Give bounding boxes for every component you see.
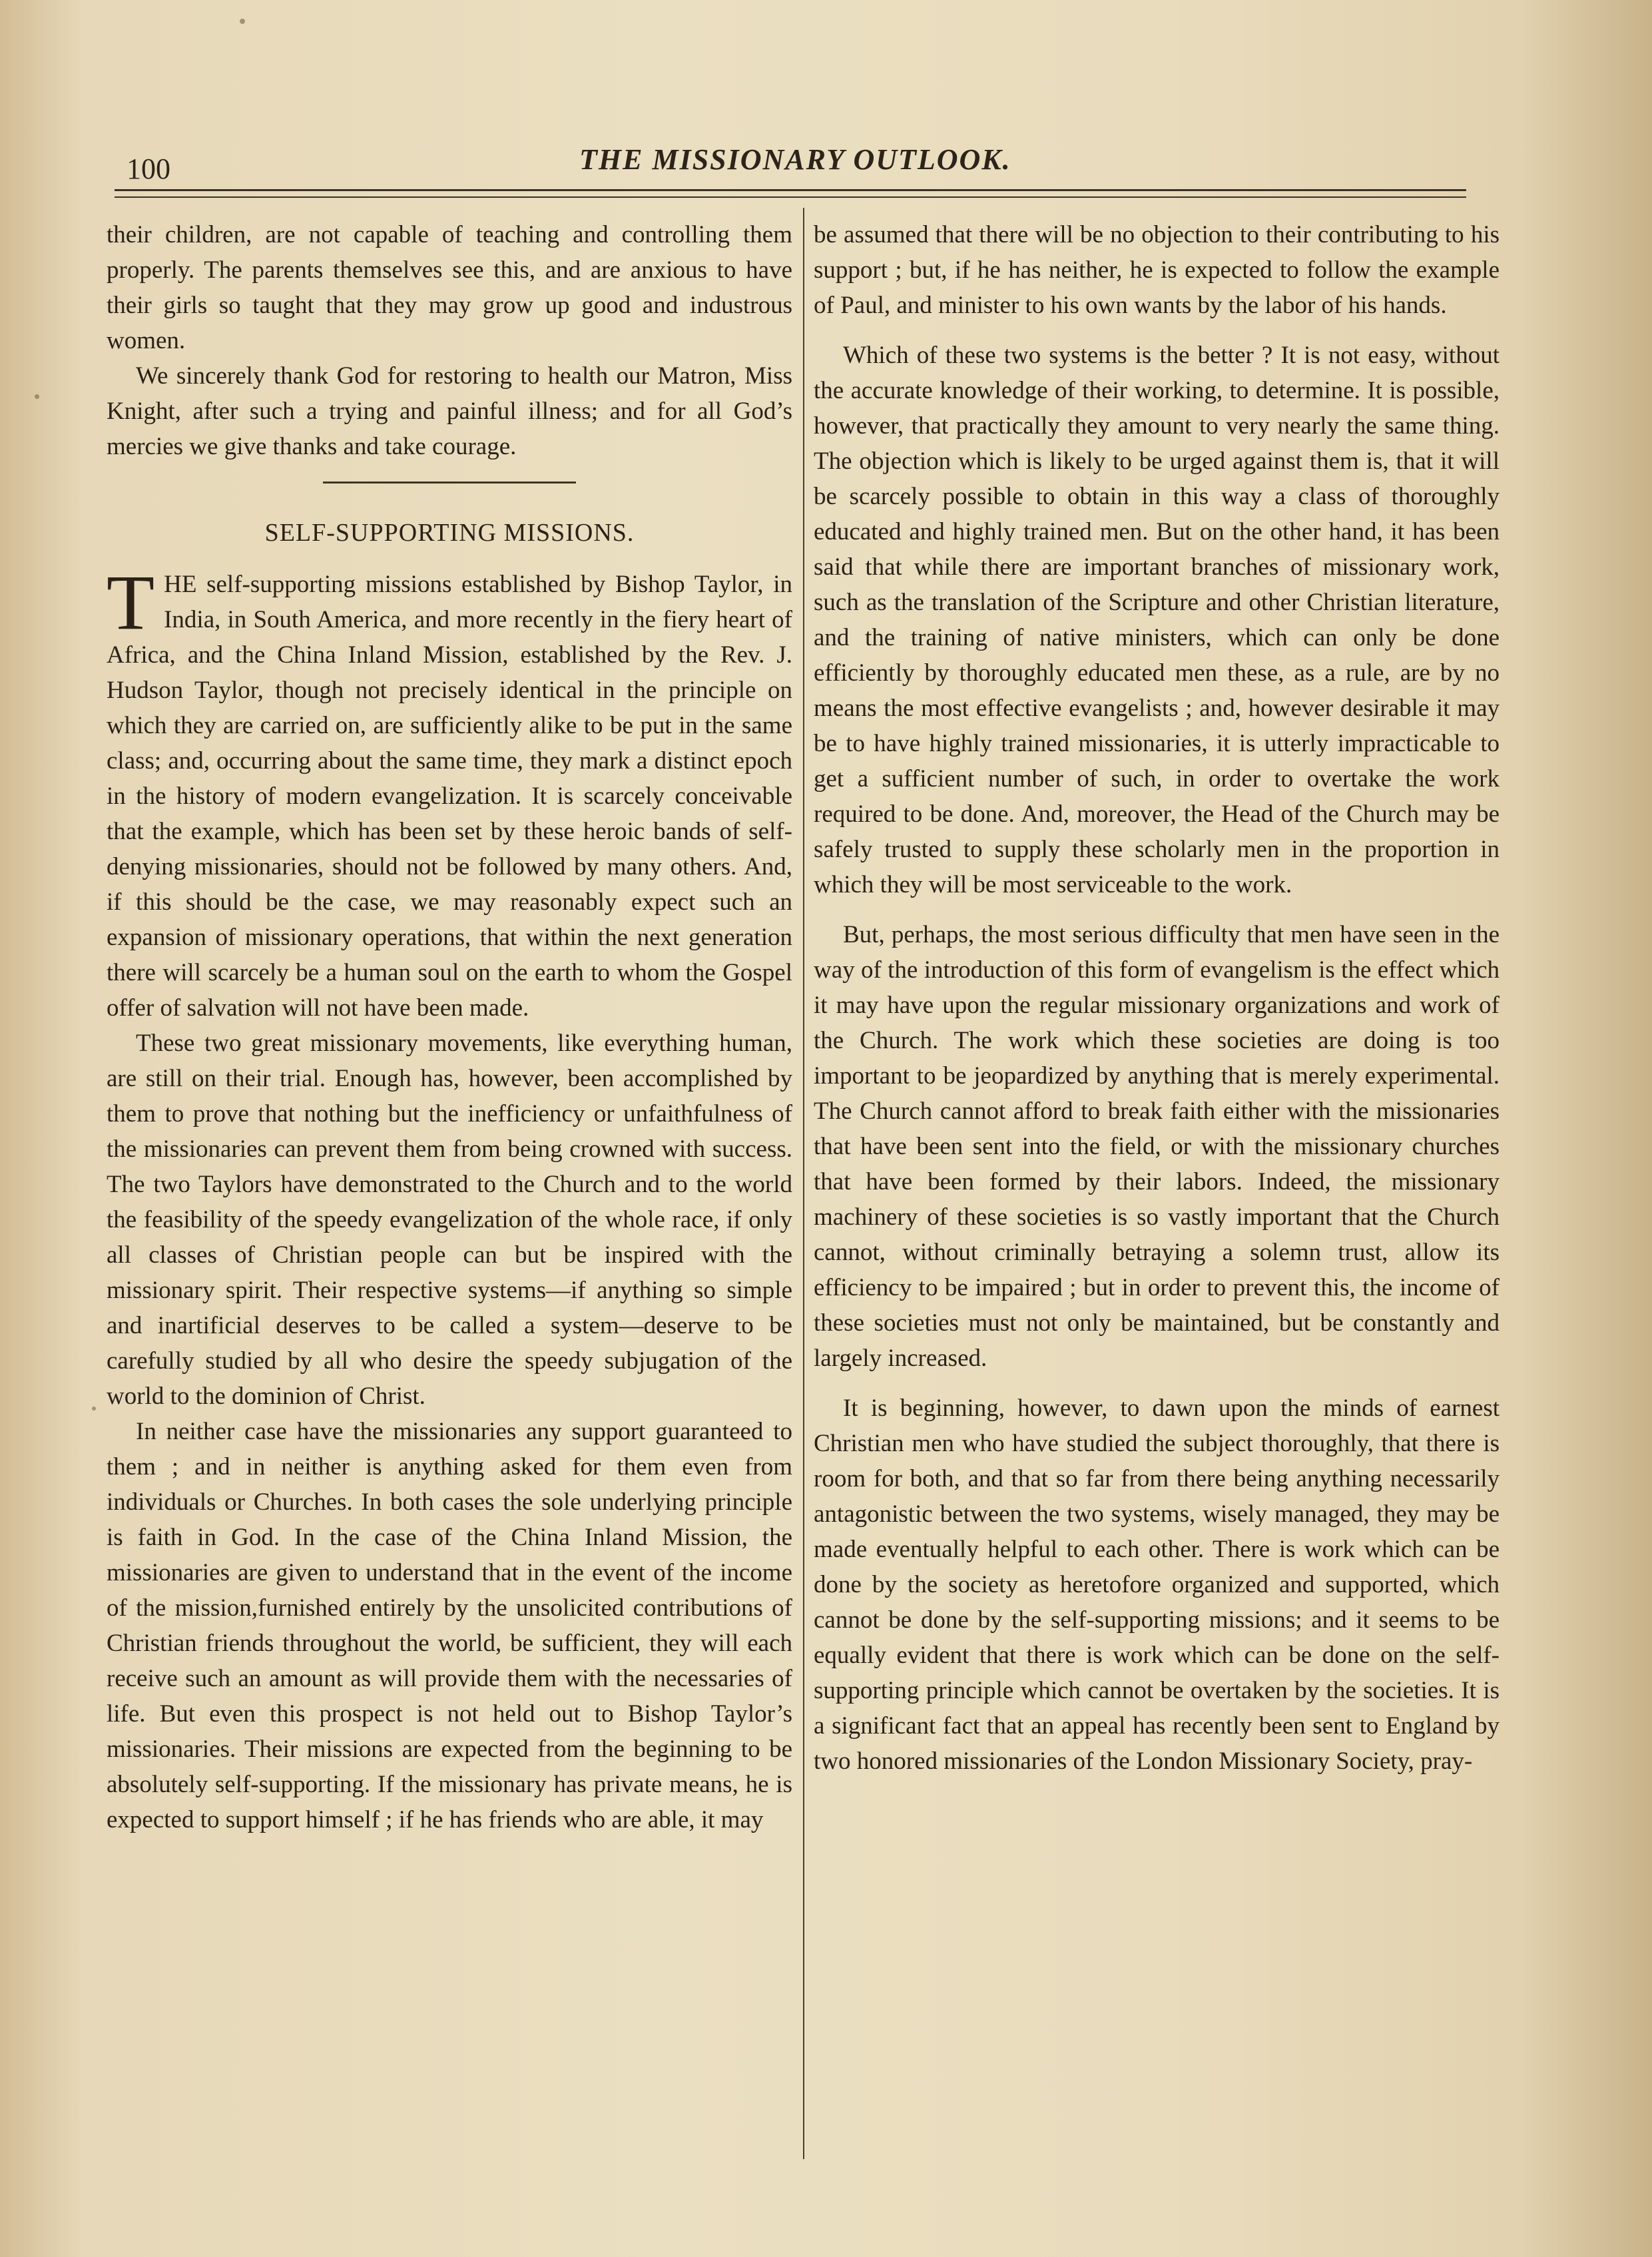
- article-paragraph: It is beginning, however, to dawn upon the minds of earnest Christian men who have studied the subject thoroughly, that there is room for both, and that so far from there being anything necessarily antagonistic between the two systems, wisely managed, they may be made eventually helpful to each other. There is work which can be done by the society as heretofore organized and supported, which cannot be done by the self-supporting missions; and it seems to be equally evident that there is work which can be done on the self-supporting principle which cannot be overtaken by the societies. It is a significant fact that an appeal has recently been sent to England by two honored missionaries of the London Missionary Society, pray-: [814, 1395, 1500, 1775]
- right-column: [814, 217, 1500, 2168]
- section-title: SELF-SUPPORTING MISSIONS.: [264, 519, 635, 547]
- opening-text: HE self-supporting missions established by Bishop Taylor, in India, in South America, and more recently in the fiery heart of Africa, and the China Inland Mission, established by the Rev. J. Hudson Taylor, though not precisely identical in the principle on which they are carried on, are sufficiently alike to be put in the same class; and, occurring about the same time, they mark a distinct epoch in the history of modern evangelization. It is scarcely conceivable that the example, which has been set by these heroic bands of self-denying missionaries, should not be followed by many others. And, if this should be the case, we may reasonably expect such an expansion of missionary operations, that within the next generation there will scarcely be a human soul on the earth to whom the Gospel offer of salvation will not have been made.: [107, 571, 792, 1022]
- page-number: 100: [127, 153, 170, 185]
- continuation-paragraph: be assumed that there will be no objection to their contributing to his support ; but, if he has neither, he is expected to follow the example of Paul, and minister to his own wants by the labor of his hands.: [814, 221, 1500, 319]
- left-column: [107, 217, 792, 2168]
- article-paragraph: In neither case have the missionaries any support guaranteed to them ; and in neither is anything asked for them even from individuals or Churches. In both cases the sole underlying principle is faith in God. In the case of the China Inland Mission, the missionaries are given to understand that in the event of the income of the mission,furnished entirely by the unsolicited contributions of Christian friends throughout the world, be sufficient, they will each receive such an amount as will provide them with the necessaries of life. But even this prospect is not held out to Bishop Taylor’s missionaries. Their missions are expected from the beginning to be absolutely self-supporting. If the missionary has private means, he is expected to support himself ; if he has friends who are able, it may: [107, 1418, 792, 1833]
- section-separator-rule: [323, 482, 576, 484]
- article-paragraph: Which of these two systems is the better ? It is not easy, without the accurate knowledge of their working, to determine. It is possible, however, that practically they amount to very nearly the same thing. The objection which is likely to be urged against them is, that it will be scarcely possible to obtain in this way a class of thoroughly educated and highly trained men. But on the other hand, it has been said that while there are important branches of missionary work, such as the translation of the Scripture and other Christian literature, and the training of native ministers, which can only be done efficiently by thoroughly educated men these, as a rule, are by no means the most effective evangelists ; and, however desirable it may be to have highly trained missionaries, it is utterly impracticable to get a sufficient number of such, in order to overtake the work required to be done. And, moreover, the Head of the Church may be safely trusted to supply these scholarly men in the proportion in which they will be most serviceable to the work.: [814, 342, 1500, 898]
- header-rule-top: [115, 189, 1466, 191]
- drop-cap: T: [107, 559, 155, 646]
- paper-speck: [35, 394, 39, 399]
- article-paragraph: These two great missionary movements, like everything human, are still on their trial. Enough has, however, been accomplished by them to prove that nothing but the inefficiency or unfaithfulness of the missionaries can prevent them from being crowned with success. The two Taylors have demonstrated to the Church and to the world the feasibility of the speedy evangelization of the whole race, if only all classes of Christian people can but be inspired with the missionary spirit. Their respective systems—if anything so simple and inartificial deserves to be called a system—deserve to be carefully studied by all who desire the speedy subjugation of the world to the dominion of Christ.: [107, 1030, 792, 1410]
- intro-paragraph: We sincerely thank God for restoring to health our Matron, Miss Knight, after such a trying and painful illness; and for all God’s mercies we give thanks and take courage.: [107, 362, 792, 460]
- header-rule-bottom: [115, 196, 1466, 198]
- running-title: THE MISSIONARY OUTLOOK.: [579, 143, 1011, 176]
- column-divider: [803, 208, 804, 2159]
- article-paragraph: But, perhaps, the most serious difficulty that men have seen in the way of the introduction of this form of evangelism is the effect which it may have upon the regular missionary organizations and work of the Church. The work which these societies are doing is too important to be jeopardized by anything that is merely experimental. The Church cannot afford to break faith either with the missionaries that have been sent into the field, or with the missionary churches that have been formed by their labors. Indeed, the missionary machinery of these societies is so vastly important that the Church cannot, without criminally betraying a solemn trust, allow its efficiency to be impaired ; but in order to prevent this, the income of these societies must not only be maintained, but be constantly and largely increased.: [814, 921, 1500, 1372]
- article-opening-paragraph: [107, 559, 792, 1026]
- intro-paragraph: their children, are not capable of teaching and controlling them properly. The parents themselves see this, and are anxious to have their girls so taught that they may grow up good and industrous women.: [107, 221, 792, 354]
- paper-speck: [240, 19, 245, 24]
- paper-speck: [92, 1407, 96, 1411]
